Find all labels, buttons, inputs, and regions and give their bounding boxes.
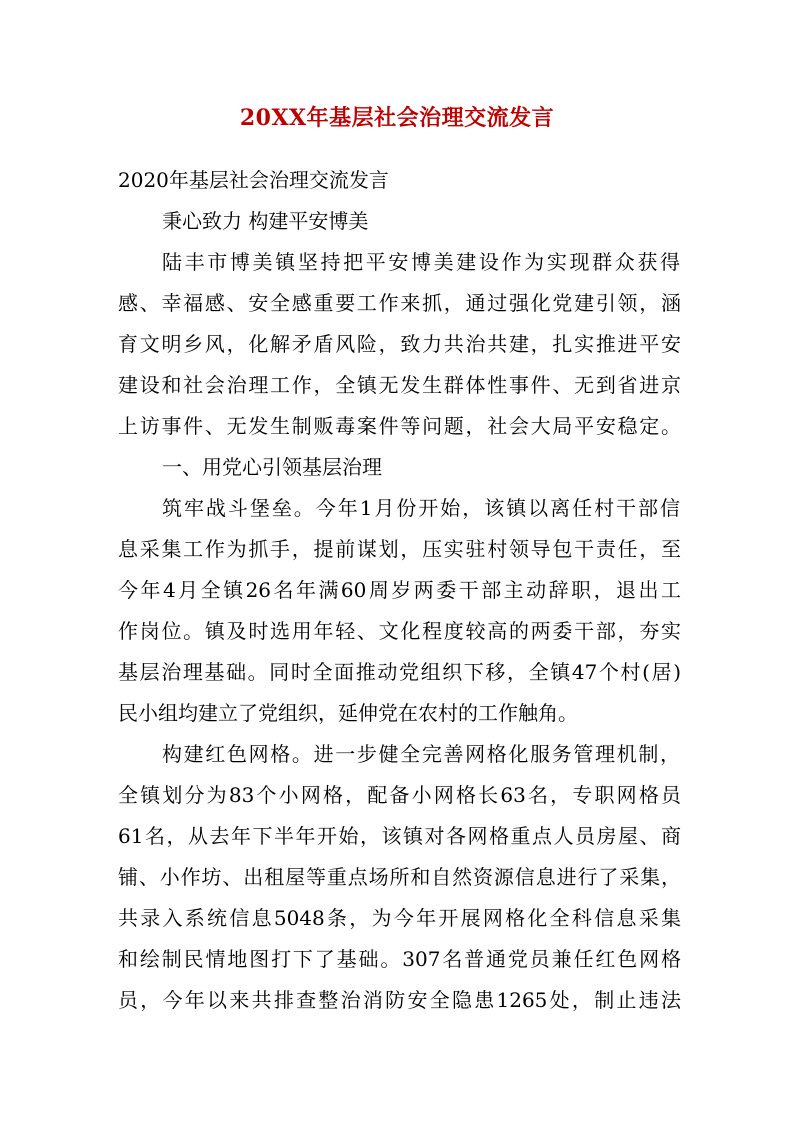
section-heading: 秉心致力 构建平安博美 — [162, 209, 369, 233]
paragraph-line: 共录入系统信息5048条，为今年开展网格化全科信息采集 — [118, 906, 681, 930]
paragraph-line: 民小组均建立了党组织，延伸党在农村的工作触角。 — [118, 701, 578, 725]
paragraph-line: 构建红色网格。进一步健全完善网格化服务管理机制， — [162, 742, 680, 766]
paragraph-line: 陆丰市博美镇坚持把平安博美建设作为实现群众获得 — [162, 250, 680, 274]
paragraph-line: 作岗位。镇及时选用年轻、文化程度较高的两委干部，夯实 — [118, 619, 681, 643]
paragraph-line: 61名，从去年下半年开始，该镇对各网格重点人员房屋、商 — [118, 824, 681, 848]
paragraph-line: 今年4月全镇26名年满60周岁两委干部主动辞职，退出工 — [118, 578, 681, 602]
paragraph-line: 上访事件、无发生制贩毒案件等问题，社会大局平安稳定。 — [118, 414, 681, 438]
section-heading: 一、用党心引领基层治理 — [162, 455, 382, 479]
paragraph-line: 基层治理基础。同时全面推动党组织下移，全镇47个村(居) — [118, 660, 681, 684]
paragraph-line: 建设和社会治理工作，全镇无发生群体性事件、无到省进京 — [118, 373, 681, 397]
paragraph-line: 铺、小作坊、出租屋等重点场所和自然资源信息进行了采集， — [118, 865, 681, 889]
document-subtitle: 2020年基层社会治理交流发言 — [118, 168, 389, 192]
document-title: 20XX年基层社会治理交流发言 — [239, 105, 555, 131]
paragraph-line: 全镇划分为83个小网格，配备小网格长63名，专职网格员 — [118, 783, 681, 807]
paragraph-line: 息采集工作为抓手，提前谋划，压实驻村领导包干责任，至 — [118, 537, 681, 561]
paragraph-line: 员，今年以来共排查整治消防安全隐患1265处，制止违法 — [118, 988, 681, 1012]
paragraph-line: 和绘制民情地图打下了基础。307名普通党员兼任红色网格 — [118, 947, 681, 971]
paragraph-line: 筑牢战斗堡垒。今年1月份开始，该镇以离任村干部信 — [162, 496, 680, 520]
paragraph-line: 感、幸福感、安全感重要工作来抓，通过强化党建引领，涵 — [118, 291, 681, 315]
paragraph-line: 育文明乡风，化解矛盾风险，致力共治共建，扎实推进平安 — [118, 332, 681, 356]
